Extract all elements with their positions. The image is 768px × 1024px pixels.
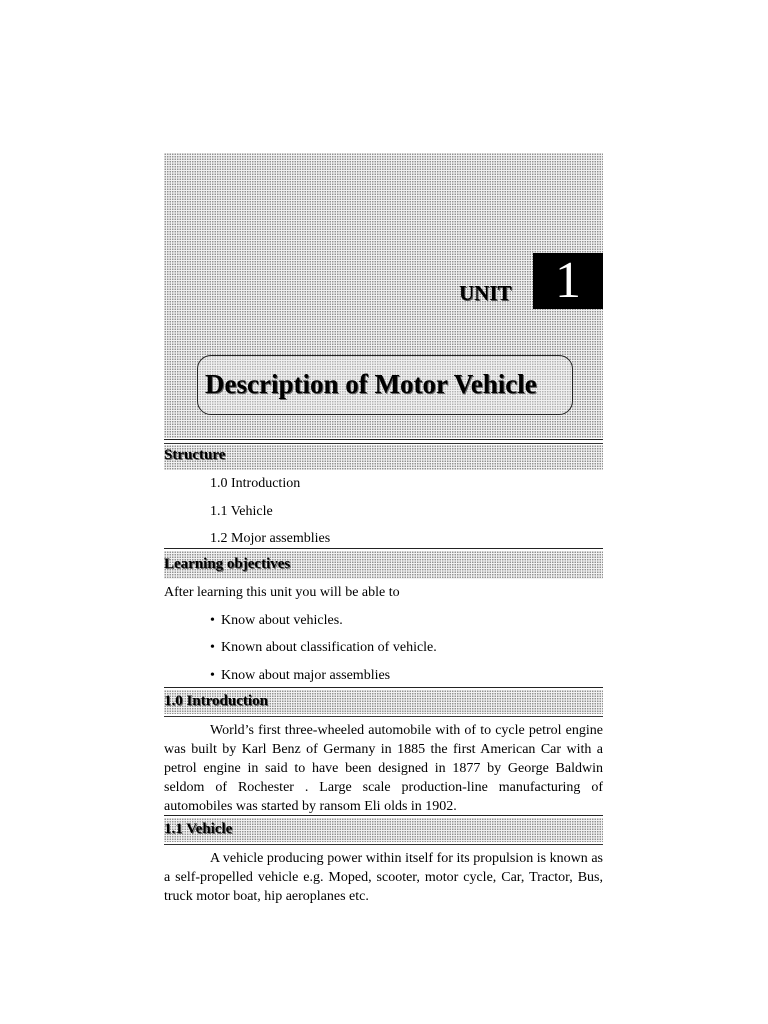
- section-rule: [164, 443, 603, 444]
- introduction-heading: 1.0 Introduction: [164, 693, 268, 709]
- objectives-intro: After learning this unit you will be able to: [164, 585, 400, 600]
- objective-item: Know about vehicles.: [221, 613, 343, 628]
- bullet-icon: •: [210, 640, 215, 655]
- structure-heading: Structure: [164, 447, 226, 463]
- section-rule: [164, 687, 603, 688]
- vehicle-heading: 1.1 Vehicle: [164, 821, 233, 837]
- section-rule: [164, 815, 603, 816]
- section-rule: [164, 716, 603, 717]
- objective-item: Known about classification of vehicle.: [221, 640, 437, 655]
- section-band: [164, 445, 603, 470]
- unit-label: UNIT: [459, 281, 512, 305]
- vehicle-text: A vehicle producing power within itself for its propulsion is known as a self-propelled vehicle e.g. Moped, scooter, motor cycle, Car, Tractor, Bus, truck motor boat, hip aeroplanes etc.: [164, 851, 603, 904]
- bullet-icon: •: [210, 613, 215, 628]
- objective-item: Know about major assemblies: [221, 668, 391, 683]
- page-title: Description of Motor Vehicle: [205, 369, 537, 399]
- section-rule: [164, 548, 603, 549]
- unit-number-box: 1: [533, 253, 603, 309]
- section-rule: [164, 439, 603, 440]
- introduction-text: World’s first three-wheeled automobile with of to cycle petrol engine was built by Karl Benz of Germany in 1885 the first American Car with a petrol engine in said to have been designed in 1877 by George Baldwin seldom of Rochester . Large scale production-line manufacturing of automobiles was started by ransom Eli olds in 1902.: [164, 723, 603, 814]
- structure-item: 1.0 Introduction: [210, 476, 301, 491]
- bullet-icon: •: [210, 668, 215, 683]
- structure-item: 1.2 Mojor assemblies: [210, 531, 331, 546]
- structure-item: 1.1 Vehicle: [210, 504, 273, 519]
- section-rule: [164, 844, 603, 845]
- objectives-heading: Learning objectives: [164, 556, 291, 572]
